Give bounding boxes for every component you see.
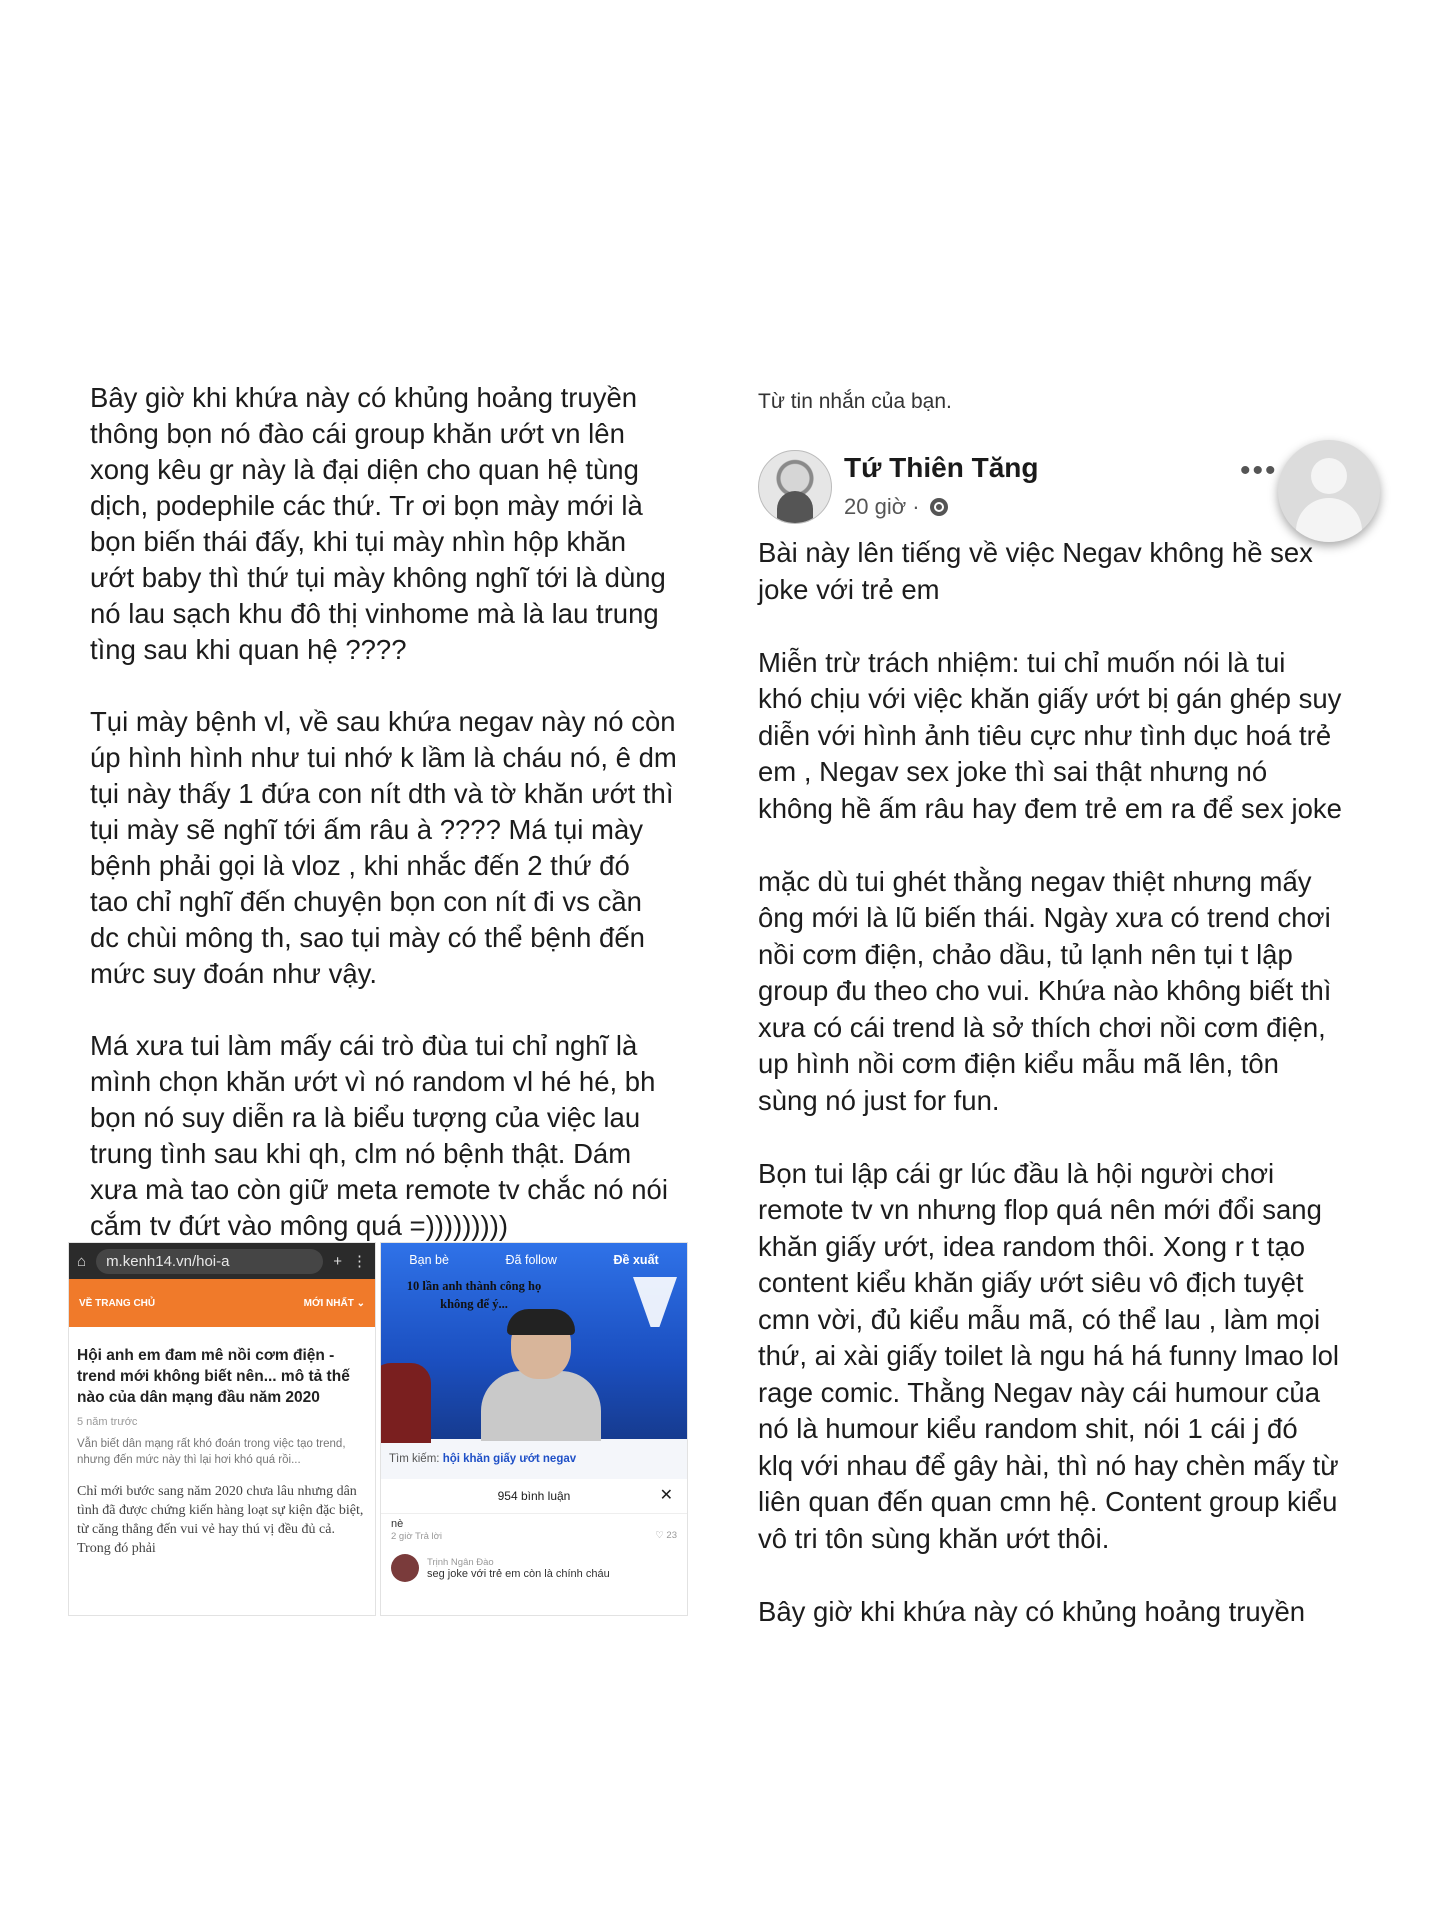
comment-2 <box>381 1546 687 1590</box>
browser-bar <box>69 1243 375 1279</box>
left-paragraph-3: Má xưa tui làm mấy cái trò đùa tui chỉ nghĩ là mình chọn khăn ướt vì nó random vl hé hé, bh bọn nó suy diễn ra là biểu tượng của việc lau trung tình sau khi qh, clm nó bệnh thật. Dám xưa mà tao còn giữ meta remote tv chắc nó nói cắm tv đứt vào mông quá =))))))))) <box>90 1030 668 1241</box>
site-nav-bar <box>69 1279 375 1327</box>
post-time[interactable]: 20 giờ · <box>844 494 920 519</box>
comment-1-meta[interactable]: 2 giờ Trả lời <box>391 1531 443 1542</box>
article-title[interactable]: Hội anh em đam mê nồi cơm điện - trend mới không biết nên... mô tả thế nào của dân mạng đầu năm 2020 <box>77 1347 350 1406</box>
author-avatar[interactable] <box>758 450 832 524</box>
tab-suggested[interactable]: Đề xuất <box>613 1253 659 1267</box>
comment-1-text: nè <box>391 1518 404 1530</box>
globe-icon <box>930 498 948 516</box>
tab-friends[interactable]: Bạn bè <box>409 1253 449 1267</box>
post-paragraph-1: Bài này lên tiếng về việc Negav không hề sex joke với trẻ em <box>758 537 1313 605</box>
article-meta: 5 năm trước <box>77 1416 138 1428</box>
comment-2-author[interactable]: Trịnh Ngân Đào <box>427 1557 494 1568</box>
home-icon[interactable]: ⌂ <box>77 1252 87 1270</box>
left-paragraph-2: Tụi mày bệnh vl, về sau khứa negav này nó còn úp hình hình như tui nhớ k lầm là cháu nó, ê dm tụi này thấy 1 đứa con nít dth và tờ khăn ướt thì tụi mày sẽ nghĩ tới ấm râu à ???? Má tụi mày bệnh phải gọi là vloz , khi nhắc đến 2 thứ đó tao chỉ nghĩ đến chuyện bọn con nít đi vs cần dc chùi mông th, sao tụi mày có thể bệnh đến mức suy đoán như vậy. <box>90 706 677 989</box>
video-frame[interactable] <box>381 1243 687 1439</box>
post-body <box>758 535 1368 1667</box>
search-label: Tìm kiếm: <box>389 1453 440 1465</box>
left-text-column <box>90 380 680 1280</box>
video-tabs <box>381 1253 687 1267</box>
singer-figure <box>481 1313 601 1439</box>
back-home-link[interactable]: VỀ TRANG CHỦ <box>79 1297 156 1309</box>
new-tab-icon[interactable]: + <box>333 1252 342 1270</box>
side-person-figure <box>380 1363 431 1443</box>
menu-icon[interactable]: ⋮ <box>352 1253 367 1270</box>
more-options-icon[interactable]: ••• <box>1240 454 1278 487</box>
show-logo-icon <box>633 1277 677 1327</box>
comments-count: 954 bình luận <box>497 1489 571 1503</box>
post-meta <box>844 494 948 520</box>
post-paragraph-4: Bọn tui lập cái gr lúc đầu là hội người chơi remote tv vn nhưng flop quá nên mới đổi sang khăn giấy ướt, idea random thôi. Xong r t tạo content kiểu khăn giấy ướt siêu vô địch tuyệt cmn vời, đủ kiểu mẫu mã, có thể lau , làm mọi thứ, ai xài giấy toilet là ngu há há funny lmao lol rage comic. Thằng Negav này cái humour của nó là humour kiểu random shit, nói 1 cái j đó klq với nhau để gây hài, thì nó hay chèn mấy từ liên quan đến quan cmn hệ. Content group kiểu vô tri tôn sùng khăn ướt thôi. <box>758 1157 1339 1554</box>
video-caption: 10 lần anh thành công họ không để ý... <box>406 1279 542 1311</box>
comment-2-text: seg joke với trẻ em còn là chính cháu <box>427 1568 610 1580</box>
search-suggestion[interactable] <box>381 1439 687 1479</box>
profile-placeholder-icon <box>1278 440 1380 542</box>
tab-following[interactable]: Đã follow <box>505 1253 557 1267</box>
left-paragraph-1: Bây giờ khi khứa này có khủng hoảng truyền thông bọn nó đào cái group khăn ướt vn lên xong kêu gr này là đại diện cho quan hệ tùng dịch, podephile các thứ. Tr ơi bọn mày mới là bọn biến thái đấy, khi tụi mày nhìn hộp khăn ướt baby thì thứ tụi mày không nghĩ tới là dùng nó lau sạch khu đô thị vinhome mà là lau trung tìng sau khi quan hệ ???? <box>90 382 666 665</box>
comments-header <box>381 1479 687 1514</box>
article-screenshot <box>68 1242 376 1616</box>
post-paragraph-5: Bây giờ khi khứa này có khủng hoảng truyền <box>758 1595 1306 1627</box>
post-header <box>758 450 1368 530</box>
post-paragraph-3: mặc dù tui ghét thằng negav thiệt nhưng mấy ông mới là lũ biến thái. Ngày xưa có trend chơi nồi cơm điện, chảo dầu, tủ lạnh nên tụi t lập group đu theo cho vui. Khứa nào không biết thì xưa có cái trend là sở thích chơi nồi cơm điện, up hình nồi cơm điện kiểu mẫu mã lên, tôn sùng nó just for fun. <box>758 865 1332 1116</box>
article-summary: Vẫn biết dân mạng rất khó đoán trong việc tạo trend, nhưng đến mức này thì lại hơi khó quá rồi... <box>77 1438 346 1466</box>
post-paragraph-2: Miễn trừ trách nhiệm: tui chỉ muốn nói là tui khó chịu với việc khăn giấy ướt bị gán ghép suy diễn với hình ảnh tiêu cực như tình dục hoá trẻ em , Negav sex joke thì sai thật nhưng nó không hề ấm râu hay đem trẻ em ra để sex joke <box>758 646 1342 824</box>
url-field[interactable]: m.kenh14.vn/hoi-a <box>96 1249 323 1274</box>
latest-link[interactable]: MỚI NHẤT ⌄ <box>303 1297 365 1309</box>
video-app-screenshot <box>380 1242 688 1616</box>
close-icon[interactable]: ✕ <box>659 1487 673 1504</box>
comment-1-likes[interactable]: ♡ 23 <box>655 1530 677 1541</box>
avatar[interactable] <box>391 1554 419 1582</box>
from-messages-label: Từ tin nhắn của bạn. <box>758 390 952 413</box>
search-term[interactable]: hội khăn giấy ướt negav <box>442 1453 577 1465</box>
comment-1 <box>381 1514 687 1546</box>
article-body: Chỉ mới bước sang năm 2020 chưa lâu nhưng dân tình đã được chứng kiến hàng loạt sự kiện đặc biệt, từ căng thẳng đến vui vẻ hay thú vị đều đủ cả. Trong đó phải <box>77 1484 364 1556</box>
author-name[interactable]: Tứ Thiên Tăng <box>844 452 1039 483</box>
